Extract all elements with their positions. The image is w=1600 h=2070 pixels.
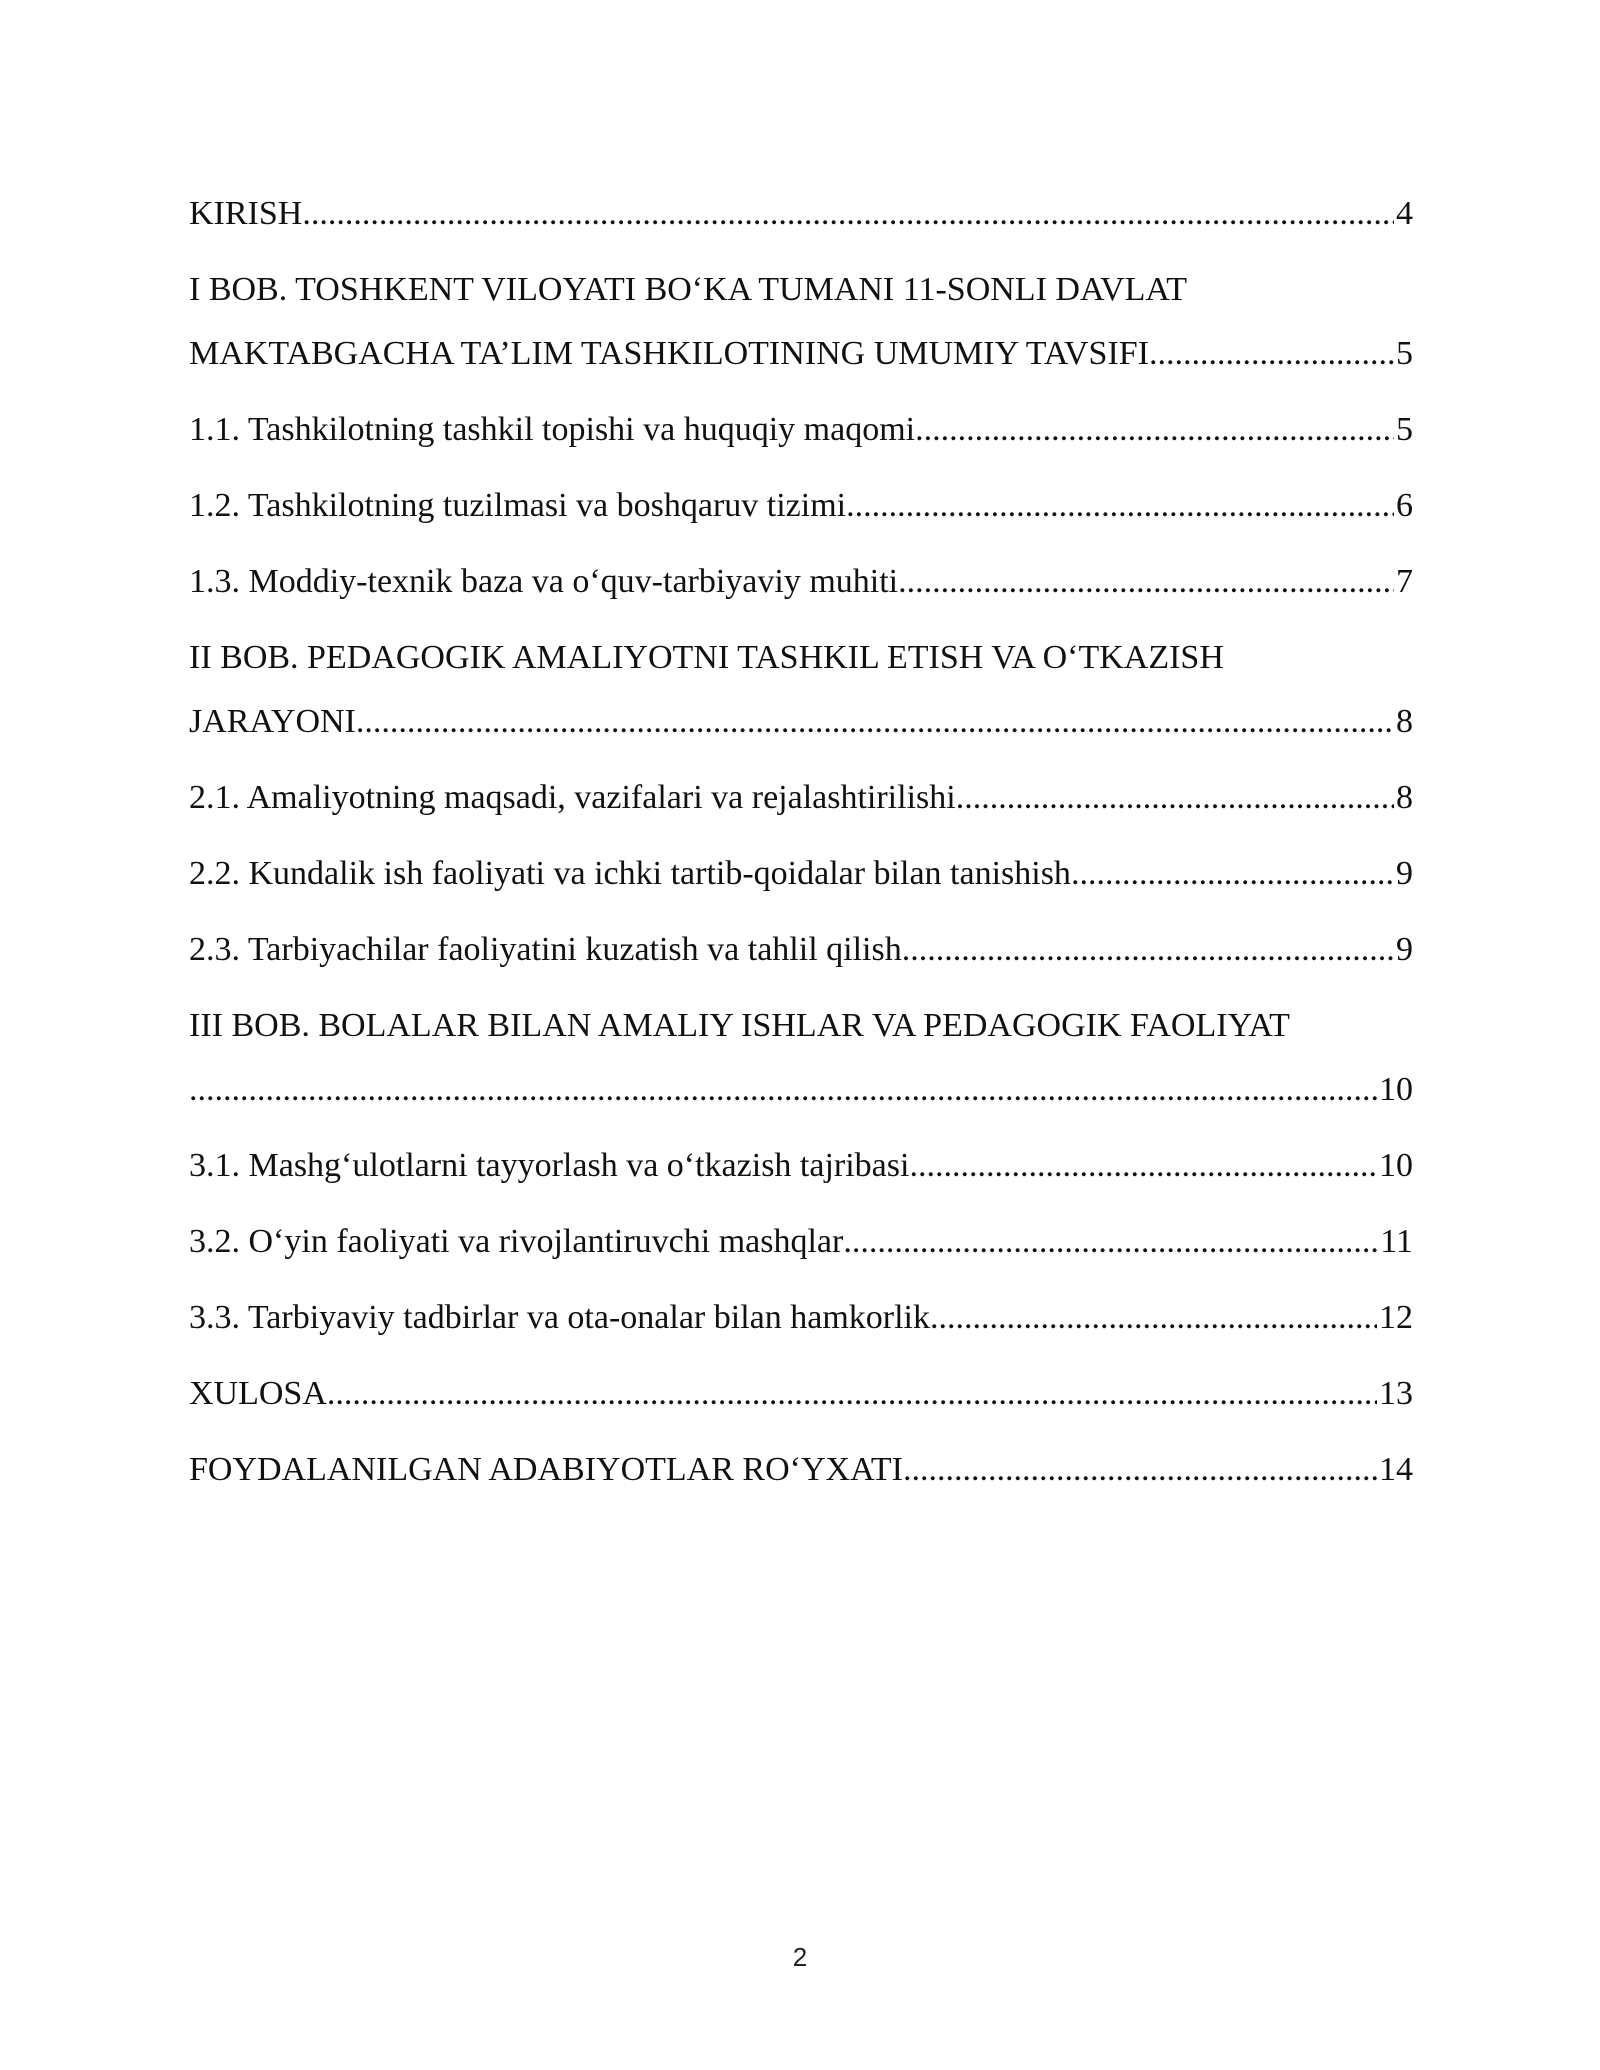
toc-page-number: 9 <box>1396 855 1413 892</box>
toc-entry-section-2-2[interactable] <box>189 842 1413 906</box>
toc-entry-title: 3.1. Mashg‘ulotlarni tayyorlash va o‘tkazish tajribasi <box>189 1147 910 1184</box>
toc-line <box>189 1134 1413 1198</box>
toc-line <box>189 690 1413 754</box>
toc-entry-chapter-1[interactable] <box>189 258 1413 386</box>
toc-heading-line: III BOB. BOLALAR BILAN AMALIY ISHLAR VA PEDAGOGIK FAOLIYAT <box>189 1007 1290 1044</box>
dot-leader <box>903 1438 1377 1502</box>
toc-page-number: 10 <box>1379 1071 1413 1108</box>
toc-line <box>189 1058 1413 1122</box>
toc-page-number: 5 <box>1396 411 1413 448</box>
dot-leader <box>1071 842 1394 906</box>
toc-entry-section-2-1[interactable] <box>189 766 1413 830</box>
toc-entry-title: FOYDALANILGAN ADABIYOTLAR RO‘YXATI <box>189 1451 903 1488</box>
toc-entry-chapter-3[interactable] <box>189 994 1413 1122</box>
toc-page-number: 8 <box>1396 779 1413 816</box>
toc-line <box>189 474 1413 538</box>
toc-entry-title: MAKTABGACHA TA’LIM TASHKILOTINING UMUMIY TAVSIFI <box>189 335 1150 372</box>
toc-line <box>189 398 1413 462</box>
toc-page-number: 14 <box>1379 1451 1413 1488</box>
toc-line <box>189 1286 1413 1350</box>
page-number-footer: 2 <box>792 1942 808 1972</box>
toc-entry-section-2-3[interactable] <box>189 918 1413 982</box>
toc-entry-xulosa[interactable] <box>189 1362 1413 1426</box>
toc-entry-section-1-1[interactable] <box>189 398 1413 462</box>
toc-entry-title: 2.1. Amaliyotning maqsadi, vazifalari va rejalashtirilishi <box>189 779 956 816</box>
dot-leader <box>356 690 1394 754</box>
toc-page-number: 13 <box>1379 1375 1413 1412</box>
toc-entry-title: XULOSA <box>189 1375 327 1412</box>
toc-line <box>189 918 1413 982</box>
toc-entry-title: 1.2. Tashkilotning tuzilmasi va boshqaruv tizimi <box>189 487 847 524</box>
toc-page-number: 11 <box>1380 1223 1413 1260</box>
toc-entry-title: JARAYONI <box>189 703 356 740</box>
toc-page-number: 5 <box>1396 335 1413 372</box>
toc-page-number: 8 <box>1396 703 1413 740</box>
toc-entry-section-1-3[interactable] <box>189 550 1413 614</box>
table-of-contents <box>189 182 1413 1514</box>
dot-leader <box>930 1286 1377 1350</box>
dot-leader <box>902 918 1394 982</box>
toc-entry-title: KIRISH <box>189 195 303 232</box>
toc-page-number: 6 <box>1396 487 1413 524</box>
dot-leader <box>327 1362 1377 1426</box>
toc-page-number: 7 <box>1396 563 1413 600</box>
toc-line <box>189 766 1413 830</box>
toc-line <box>189 1438 1413 1502</box>
toc-entry-references[interactable] <box>189 1438 1413 1502</box>
toc-entry-kirish[interactable] <box>189 182 1413 246</box>
toc-page-number: 9 <box>1396 931 1413 968</box>
dot-leader <box>915 398 1394 462</box>
dot-leader <box>1149 322 1394 386</box>
toc-line <box>189 1362 1413 1426</box>
toc-entry-section-1-2[interactable] <box>189 474 1413 538</box>
toc-entry-title: 2.2. Kundalik ish faoliyati va ichki tartib-qoidalar bilan tanishish <box>189 855 1071 892</box>
toc-entry-section-3-1[interactable] <box>189 1134 1413 1198</box>
toc-line <box>189 842 1413 906</box>
toc-line <box>189 550 1413 614</box>
dot-leader <box>898 550 1394 614</box>
dot-leader <box>956 766 1394 830</box>
toc-entry-title: 3.2. O‘yin faoliyati va rivojlantiruvchi mashqlar <box>189 1223 844 1260</box>
dot-leader <box>909 1134 1377 1198</box>
toc-entry-title: 2.3. Tarbiyachilar faoliyatini kuzatish va tahlil qilish <box>189 931 902 968</box>
dot-leader <box>302 182 1394 246</box>
toc-heading-line: I BOB. TOSHKENT VILOYATI BO‘KA TUMANI 11-SONLI DAVLAT <box>189 271 1187 308</box>
dot-leader <box>843 1210 1378 1274</box>
toc-entry-title: 1.1. Tashkilotning tashkil topishi va huquqiy maqomi <box>189 411 916 448</box>
toc-page-number: 10 <box>1379 1147 1413 1184</box>
toc-line <box>189 322 1413 386</box>
toc-entry-title: 3.3. Tarbiyaviy tadbirlar va ota-onalar bilan hamkorlik <box>189 1299 930 1336</box>
toc-entry-title: 1.3. Moddiy-texnik baza va o‘quv-tarbiyaviy muhiti <box>189 563 899 600</box>
toc-heading-line: II BOB. PEDAGOGIK AMALIYOTNI TASHKIL ETISH VA O‘TKAZISH <box>189 639 1224 676</box>
toc-entry-section-3-3[interactable] <box>189 1286 1413 1350</box>
toc-page-number: 4 <box>1396 195 1413 232</box>
toc-page-number: 12 <box>1379 1299 1413 1336</box>
dot-leader <box>846 474 1394 538</box>
dot-leader <box>189 1058 1377 1122</box>
toc-entry-chapter-2[interactable] <box>189 626 1413 754</box>
toc-line <box>189 182 1413 246</box>
toc-entry-section-3-2[interactable] <box>189 1210 1413 1274</box>
toc-line <box>189 1210 1413 1274</box>
